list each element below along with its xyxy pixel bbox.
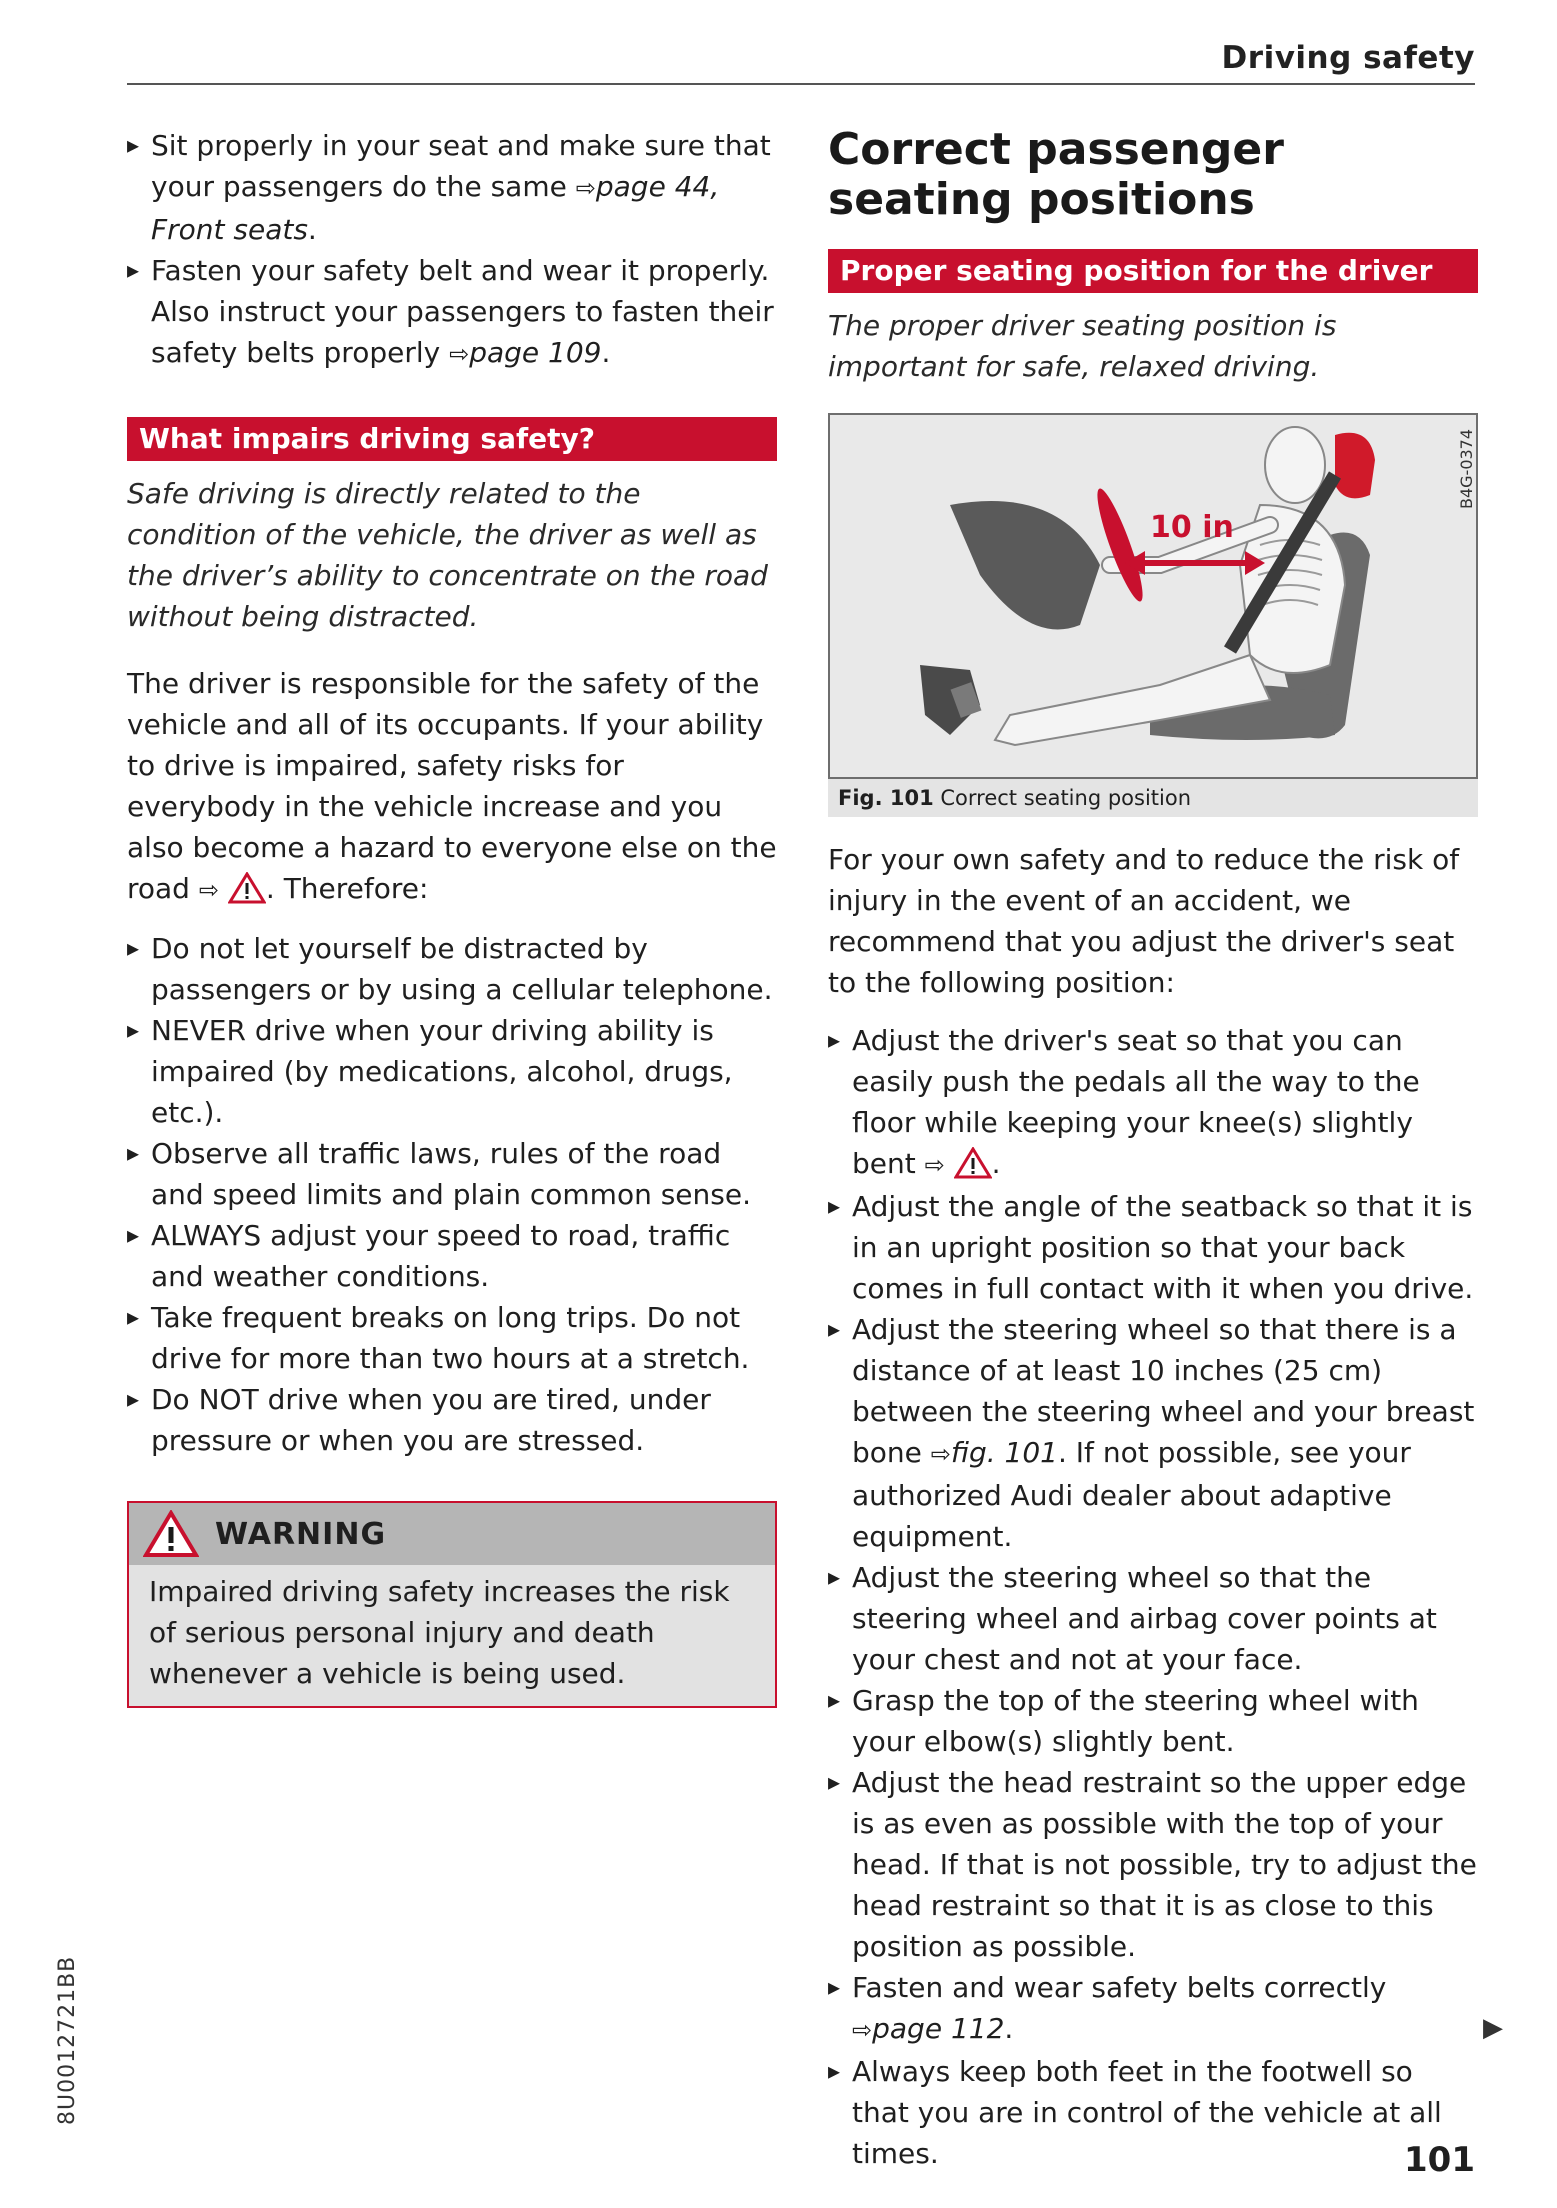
warning-triangle-icon[interactable] — [228, 872, 266, 904]
section-title: Driving safety — [1221, 40, 1475, 76]
warning-text: Impaired driving safety increases the risk of serious personal injury and death whenever a vehicle is being used. — [149, 1575, 730, 1690]
page-number: 101 — [1404, 2140, 1475, 2180]
arrow-icon: ⇨ — [449, 340, 470, 368]
list-item: ▸ Adjust the driver's seat so that you can easily push the pedals all the way to the floor while keeping your knee(s) slightly bent ⇨ . — [828, 1020, 1478, 1186]
left-column — [127, 125, 777, 1708]
list-item: ▸ Adjust the steering wheel so that there is a distance of at least 10 inches (25 cm) between the steering wheel and your breast bone ⇨fig. 101. If not possible, see your authorized Audi dealer about adaptive equipment. — [828, 1309, 1478, 1557]
figure-caption — [828, 779, 1478, 817]
list-item: ▸ Sit properly in your seat and make sure that your passengers do the same ⇨page 44, Front seats. — [127, 125, 777, 250]
impairs-intro: Safe driving is directly related to the condition of the vehicle, the driver as well as the driver’s ability to concentrate on the road without being distracted. — [127, 477, 768, 633]
impairs-bullet-list — [127, 928, 777, 1461]
list-item: ▸ Fasten and wear safety belts correctly ⇨page 112. — [828, 1967, 1478, 2051]
list-item: ▸ Observe all traffic laws, rules of the road and speed limits and plain common sense. — [127, 1133, 777, 1215]
right-column — [828, 125, 1478, 2174]
list-item: ▸ Always keep both feet in the footwell so that you are in control of the vehicle at all times. — [828, 2051, 1478, 2174]
seating-bullet-list — [828, 1020, 1478, 2174]
figure-code: B4G-0374 — [1457, 428, 1476, 510]
document-code: 8U0012721BB — [55, 1955, 80, 2125]
warning-label: WARNING — [215, 1516, 387, 1552]
impairs-paragraph: The driver is responsible for the safety of the vehicle and all of its occupants. If your ability to drive is impaired, safety risks for everybody in the vehicle increase and you also become a hazard to everyone else on the road ⇨ . Therefore: — [127, 667, 777, 905]
warning-triangle-icon[interactable] — [954, 1147, 992, 1179]
page-link[interactable]: page 109 — [469, 336, 602, 369]
body-paragraph: For your own safety and to reduce the risk of injury in the event of an accident, we recommend that you adjust the driver's seat to the following position: — [828, 843, 1460, 999]
main-heading: Correct passenger seating positions — [828, 124, 1284, 225]
impairs-heading: What impairs driving safety? — [127, 417, 777, 461]
warning-box — [127, 1501, 777, 1708]
page-link[interactable]: page 112 — [872, 2012, 1005, 2045]
list-item: ▸ NEVER drive when your driving ability is impaired (by medications, alcohol, drugs, etc.). — [127, 1010, 777, 1133]
list-item: ▸ Adjust the angle of the seatback so that it is in an upright position so that your back comes in full contact with it when you drive. — [828, 1186, 1478, 1309]
arrow-icon: ⇨ — [852, 2016, 873, 2044]
figure-caption-text: Correct seating position — [940, 786, 1192, 810]
list-item: ▸ Adjust the head restraint so the upper edge is as even as possible with the top of your head. If that is not possible, try to adjust the head restraint so that it is as close to this position as possible. — [828, 1762, 1478, 1967]
list-item: ▸ Do NOT drive when you are tired, under pressure or when you are stressed. — [127, 1379, 777, 1461]
arrow-icon: ⇨ — [930, 1440, 951, 1468]
arrow-icon: ⇨ — [198, 876, 219, 904]
arrow-icon: ⇨ — [575, 174, 596, 202]
page-link[interactable]: page 44, Front seats — [151, 170, 720, 246]
warning-triangle-icon — [143, 1510, 199, 1558]
list-item: ▸ ALWAYS adjust your speed to road, traffic and weather conditions. — [127, 1215, 777, 1297]
figure-number: Fig. 101 — [838, 786, 934, 810]
list-item: ▸ Fasten your safety belt and wear it properly. Also instruct your passengers to fasten their safety belts properly ⇨page 109. — [127, 250, 777, 375]
figure-link[interactable]: fig. 101 — [950, 1436, 1058, 1469]
driver-intro: The proper driver seating position is important for safe, relaxed driving. — [828, 309, 1337, 383]
warning-header — [129, 1503, 775, 1565]
seating-position-illustration — [830, 415, 1476, 777]
seating-figure — [828, 413, 1478, 779]
list-item: ▸ Do not let yourself be distracted by passengers or by using a cellular telephone. — [127, 928, 777, 1010]
header-divider — [127, 83, 1475, 85]
top-bullet-list — [127, 125, 777, 375]
driver-heading: Proper seating position for the driver — [828, 249, 1478, 293]
list-item: ▸ Grasp the top of the steering wheel with your elbow(s) slightly bent. — [828, 1680, 1478, 1762]
list-item: ▸ Take frequent breaks on long trips. Do not drive for more than two hours at a stretch. — [127, 1297, 777, 1379]
distance-label: 10 in — [1150, 510, 1234, 545]
arrow-icon: ⇨ — [924, 1151, 945, 1179]
list-item: ▸ Adjust the steering wheel so that the steering wheel and airbag cover points at your chest and not at your face. — [828, 1557, 1478, 1680]
continue-arrow-icon: ▶ — [1483, 2013, 1503, 2043]
